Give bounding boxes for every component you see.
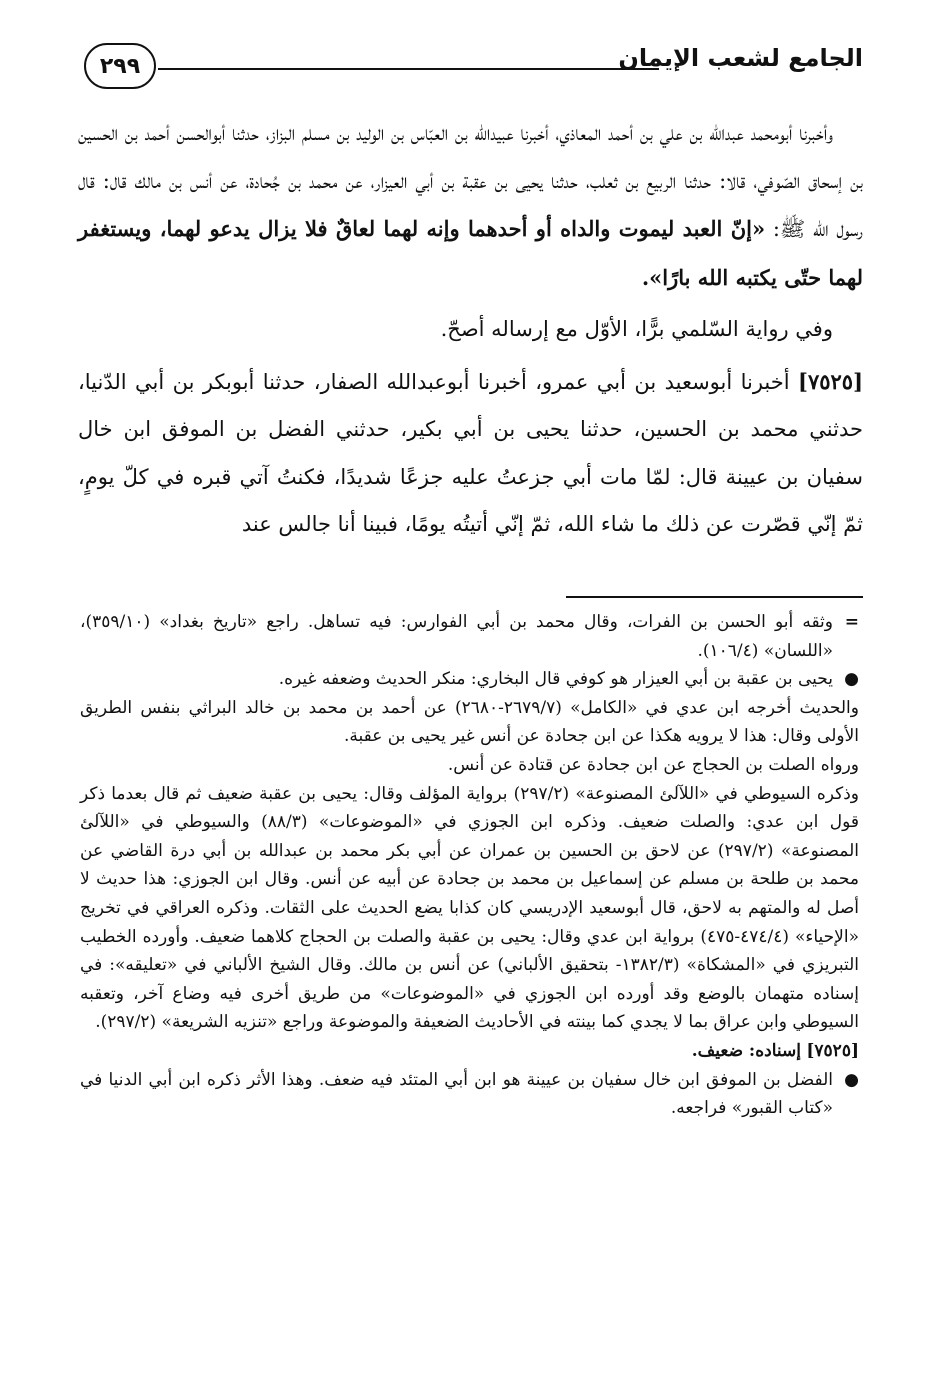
footnote-number: [٧٥٢٥] — [806, 1040, 859, 1061]
paragraph-7525-text: أخبرنا أبوسعيد بن أبي عمرو، أخبرنا أبوعبدالله الصفار، حدثنا أبوبكر بن أبي الدّنيا، حدثني محمد بن الحسين، حدثنا يحيى بن أبي بكير، حدثني الفضل بن الموفق ابن خال سفيان بن عيينة قال: لمّا مات أبي جزعتُ عليه جزعًا شديدًا، فكنتُ آتي قبره في كلّ يومٍ، ثمّ إنّي قصّرت عن ذلك ما شاء الله، ثمّ إنّي أتيتُه يومًا، فبينا أنا جالس عند — [78, 369, 863, 536]
paragraph-7525 — [78, 358, 863, 549]
hadith-number: [٧٥٢٥] — [798, 368, 863, 394]
footnotes — [80, 608, 859, 1123]
main-text — [78, 110, 863, 549]
footnote-paragraph: وذكره السيوطي في «اللآلئ المصنوعة» (٢٩٧/٢) برواية المؤلف وقال: يحيى بن عقبة ضعيف ثم قال بعدما ذكر قول ابن عدي: والصلت ضعيف. وذكره ابن الجوزي في «الموضوعات» (٨٨/٣) والسيوطي في «اللآلئ المصنوعة» (٢٩٧/٢) عن لاحق بن الحسين بن عمران عن أبي بكر محمد بن عبدالله بن أبي درة القاضي عن محمد بن طلحة بن مسلم عن إسماعيل بن محمد بن جحادة عن أبيه عن أنس. وقال ابن الجوزي: هذا حديث لا أصل له والمتهم به لاحق، قال أبوسعيد الإدريسي كان كذابا يضع الحديث على الثقات. وذكره العراقي في تخريج «الإحياء» (٤٧٤/٤-٤٧٥) برواية ابن عدي وقال: يحيى بن عقبة والصلت بن الحجاج كلاهما ضعيف. وأورده الخطيب التبريزي في «المشكاة» (١٣٨٢/٣- بتحقيق الألباني) عن أنس بن مالك. وقال الشيخ الألباني في «تعليقه»: في إسناده متهمان بالوضع وقد أورده ابن الجوزي في «الموضوعات» من طريق أخرى فيه وضاع آخر، وتعقبه السيوطي وابن عراق بما لا يجدي كما بينته في الأحاديث الضعيفة والموضوعة وراجع «تنزيه الشريعة» (٢٩٧/٢). — [80, 783, 859, 1033]
footnote-item — [80, 665, 859, 694]
running-title: الجامع لشعب الإيمان — [618, 44, 863, 72]
paragraph-hadith-chain — [78, 110, 863, 302]
paragraph-note: وفي رواية السّلمي برًّا، الأوّل مع إرساله أصحّ. — [440, 317, 833, 341]
footnote-text: الفضل بن الموفق ابن خال سفيان بن عيينة هو ابن أبي المتئد فيه ضعف. وهذا الأثر ذكره ابن أبي الدنيا في «كتاب القبور» فراجعه. — [80, 1069, 833, 1119]
isnad-grade: إسناده: ضعيف. — [691, 1040, 801, 1061]
footnote-continuation — [80, 608, 859, 665]
footnote-text: يحيى بن عقبة بن أبي العيزار هو كوفي قال البخاري: منكر الحديث وضعفه غيره. — [278, 669, 833, 690]
isnad-text: وأخبرنا أبومحمد عبدالله بن علي بن أحمد المعاذي، أخبرنا عبيدالله بن العبّاس بن الوليد بن مسلم البزاز، حدثنا أبوالحسن أحمد بن الحسين بن إسحاق الصّوفي، قالا: حدثنا الربيع بن ثعلب، حدثنا يحيى بن عقبة بن أبي العيزار، عن محمد بن جُحادة، عن أنس بن مالك قال: قال رسول الله ﷺ: — [78, 121, 863, 241]
bullet-icon: ● — [844, 669, 859, 690]
footnote-text: وثقه أبو الحسن بن الفرات، وقال محمد بن أبي الفوارس: فيه تساهل. راجع «تاريخ بغداد» (٣٥٩/١٠)، «اللسان» (١٠٦/٤). — [80, 612, 833, 661]
footnote-item — [80, 1066, 859, 1123]
page-number-badge: ٢٩٩ — [84, 43, 156, 89]
hadith-text: «إنّ العبد ليموت والداه أو أحدهما وإنه لهما لعاقٌ فلا يزال يدعو لهما، ويستغفر لهما حتّى يكتبه الله بارًا». — [78, 216, 863, 290]
footnote-isnad-grade — [80, 1037, 859, 1066]
continuation-marker: = — [844, 612, 859, 632]
footnote-paragraph: ورواه الصلت بن الحجاج عن ابن جحادة عن قتادة عن أنس. — [447, 754, 859, 775]
footnote-paragraph: والحديث أخرجه ابن عدي في «الكامل» (٢٦٧٩/٧-٢٦٨٠) عن أحمد بن محمد بن خالد البراثي بنفس الطريق الأولى وقال: هذا لا يرويه هكذا عن ابن جحادة عن أنس غير يحيى بن عقبة. — [80, 697, 859, 747]
footnote-separator — [566, 596, 863, 598]
bullet-icon: ● — [844, 1069, 859, 1090]
header-rule — [158, 68, 659, 70]
